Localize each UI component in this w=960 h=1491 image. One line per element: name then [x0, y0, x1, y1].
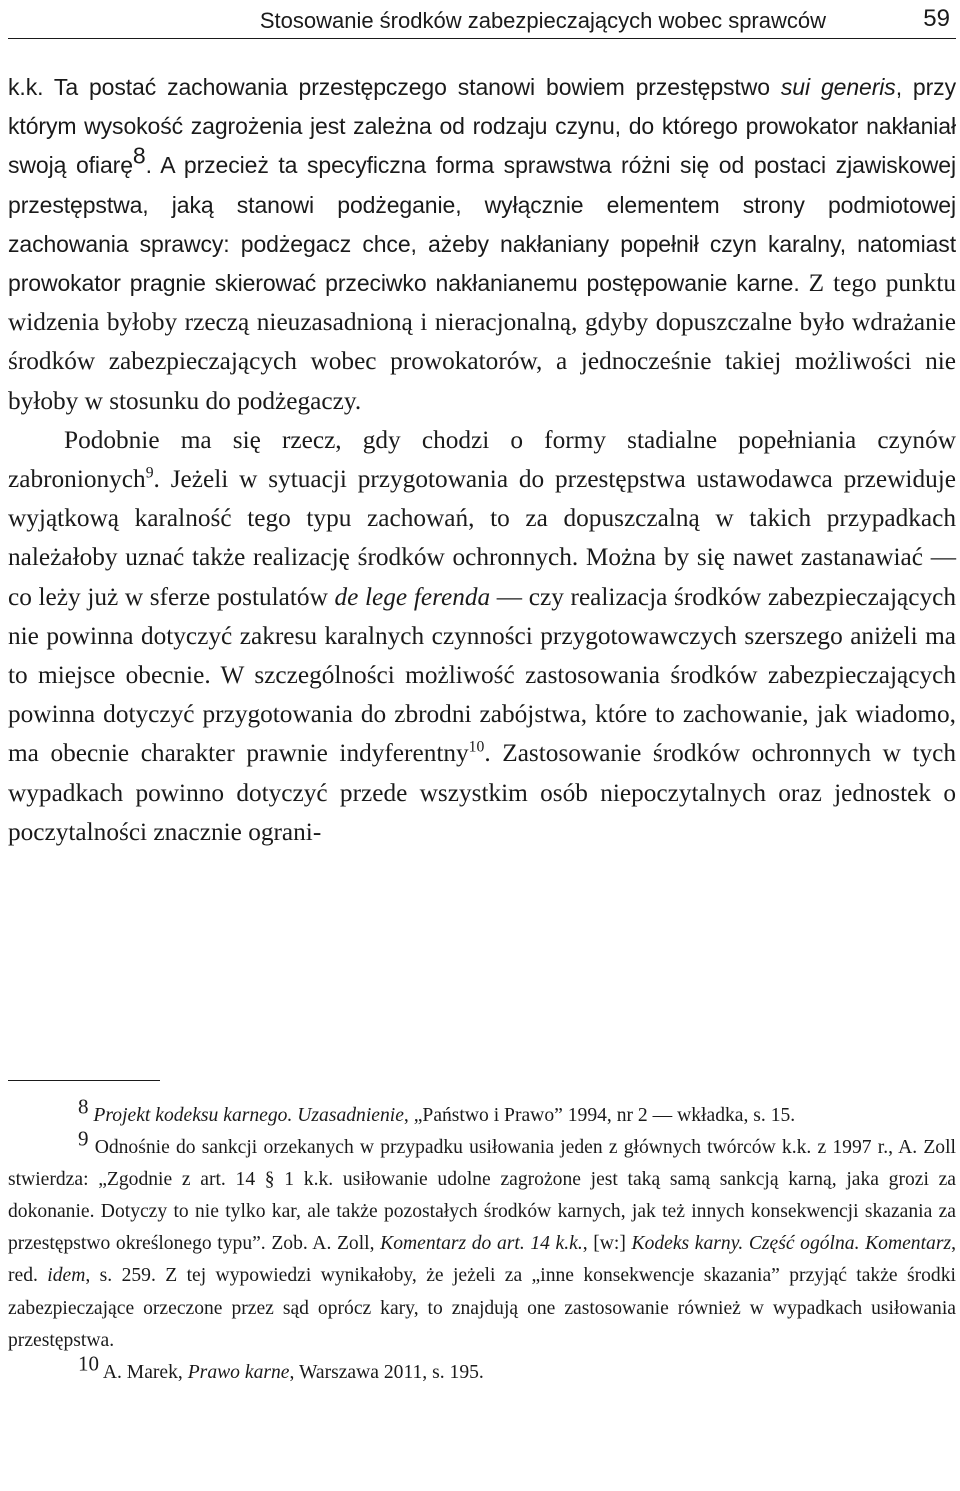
p2-italic-de-lege-ferenda: de lege ferenda [334, 582, 491, 611]
footnote-9 [8, 1126, 956, 1357]
footnote-9-text-3: , red. [8, 1233, 956, 1287]
p2-text-1: Podobnie ma się rzecz, gdy chodzi o formy stadialne popełniania czynów zabronionych [8, 425, 956, 494]
p1-text-3: . A przecież ta specyficzna forma sprawstwa różni się od postaci zjawiskowej przestępstwa, jaką stanowi podżeganie, wyłącznie elementem strony podmiotowej zachowania sprawcy: podżegacz chce, ażeby nakłaniany popełnił czyn karalny, natomiast prowokator pragnie skierować przeciwko nakłanianemu postępowanie karne. [8, 152, 956, 297]
p1-text-1: k.k. Ta postać zachowania przestępczego stanowi bowiem przestępstwo [8, 74, 781, 100]
footnote-ref-10: 10 [468, 739, 485, 757]
p1-text-2: , przy którym wysokość zagrożenia jest zależna od rodzaju czynu, do którego prowokator nakłaniał swoją ofiarę [8, 74, 956, 179]
footnote-9-text-1: Odnośnie do sankcji orzekanych w przypadku usiłowania jeden z głównych twórców k.k. z 1997 r., A. Zoll stwierdza: „Zgodnie z art. 14 § 1 k.k. usiłowanie udolne zagrożone jest taką samą sankcją karną, jaka grozi za dokonanie. Dotyczy to nie tylko kar, ale także pozostałych środków karnych, jak też innych konsekwencji skazania za przestępstwo określonego typu”. Zob. A. Zoll, [8, 1137, 956, 1255]
p2-text-4: . Zastosowanie środków ochronnych w tych wypadkach powinno dotyczyć przede wszystkim osób niepoczytalnych oraz jednostek o poczytalności znacznie ograni- [8, 739, 956, 846]
footnote-ref-8: 8 [132, 142, 146, 169]
running-title: Stosowanie środków zabezpieczających wobec sprawców [259, 8, 826, 33]
footnote-number-9: 9 [78, 1126, 89, 1151]
footnote-8-italic: Projekt kodeksu karnego. Uzasadnienie [93, 1105, 404, 1126]
footnote-10-italic: Prawo karne [187, 1361, 290, 1383]
footnote-10 [8, 1351, 956, 1389]
footnote-ref-9: 9 [145, 464, 154, 482]
p1-text-4: Z tego punktu widzenia byłoby rzeczą nieuzasadnioną i nieracjonalną, gdyby dopuszczalne było wdrażanie środków zabezpieczających wobec prowokatorów, a jednocześnie takiej możliwości nie byłoby w stosunku do podżegaczy. [8, 269, 956, 415]
footnote-9-text-2: , [w:] [582, 1233, 632, 1255]
footnote-8 [8, 1094, 956, 1132]
page-number: 59 [923, 5, 950, 32]
footnote-8-text: , „Państwo i Prawo” 1994, nr 2 — wkładka, s. 15. [403, 1105, 796, 1126]
footnote-9-text-4: , s. 259. Z tej wypowiedzi wynikałoby, że jeżeli za „inne konsekwencje skazania” przyjąć także środki zabezpieczające orzeczone przez sąd oprócz kary, to znajdują one zastosowanie również w wypadkach usiłowania przestępstwa. [8, 1265, 956, 1351]
footnote-number-8: 8 [78, 1094, 89, 1119]
footnote-9-italic-3: idem [47, 1265, 86, 1287]
footnotes [8, 1094, 956, 1389]
main-text [8, 68, 956, 852]
page-header [8, 4, 956, 39]
footnote-10-text-1: A. Marek, [102, 1361, 188, 1383]
footnote-9-italic-2: Kodeks karny. Część ogólna. Komentarz [631, 1233, 952, 1255]
paragraph-1 [8, 68, 956, 421]
paragraph-2 [8, 421, 956, 852]
footnote-separator [8, 1080, 160, 1081]
footnote-10-text-2: , Warszawa 2011, s. 195. [289, 1361, 484, 1383]
p1-italic-sui-generis: sui generis [780, 74, 896, 100]
footnote-number-10: 10 [78, 1351, 99, 1376]
p2-text-2: . Jeżeli w sytuacji przygotowania do przestępstwa ustawodawca przewiduje wyjątkową karalność tego typu zachowań, to za dopuszczalną w takich przypadkach należałoby uznać także realizację środków ochronnych. Można by się nawet zastanawiać — co leży już w sferze postulatów [8, 465, 956, 611]
p2-text-3: — czy realizacja środków zabezpieczających nie powinna dotyczyć zakresu karalnych czynności przygotowawczych szerszego aniżeli ma to miejsce obecnie. W szczególności możliwość zastosowania środków zabezpieczających powinna dotyczyć przygotowania do zbrodni zabójstwa, które to zachowanie, jak wiadomo, ma obecnie charakter prawnie indyferentny [8, 582, 956, 768]
footnote-9-italic-1: Komentarz do art. 14 k.k. [380, 1233, 583, 1255]
